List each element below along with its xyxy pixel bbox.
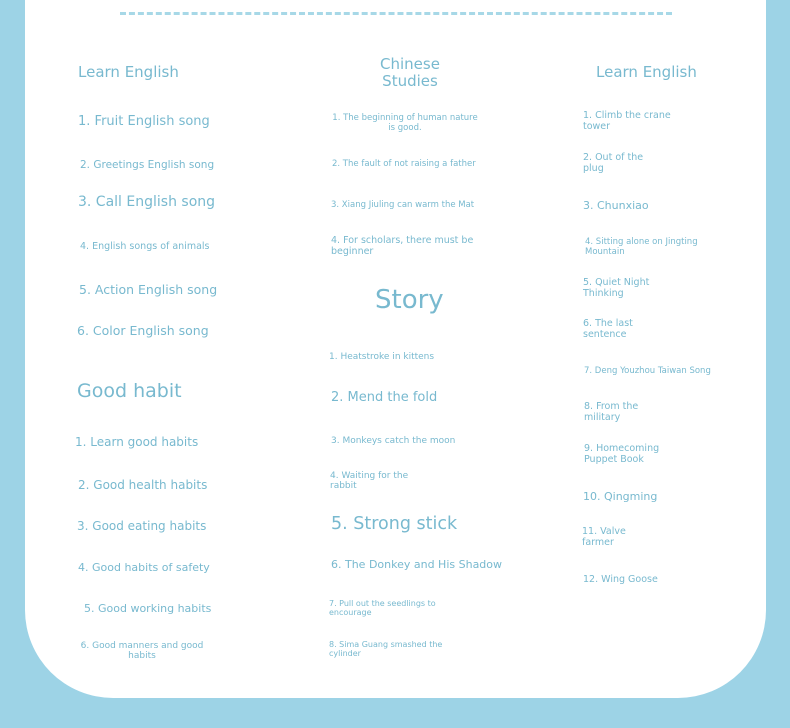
list-item[interactable]: 11. Valve farmer — [582, 526, 626, 548]
list-item[interactable]: 9. Homecoming Puppet Book — [584, 443, 660, 465]
list-item[interactable]: 3. Call English song — [78, 194, 216, 210]
col1-title: Learn English — [78, 63, 179, 81]
list-item[interactable]: 12. Wing Goose — [583, 574, 658, 585]
list-item[interactable]: 4. Waiting for the rabbit — [330, 471, 409, 492]
list-item[interactable]: 3. Xiang Jiuling can warm the Mat — [331, 200, 475, 210]
list-item[interactable]: 6. The Donkey and His Shadow — [331, 558, 503, 571]
list-item[interactable]: 4. Sitting alone on Jingting Mountain — [585, 237, 698, 257]
list-item[interactable]: 2. Mend the fold — [331, 390, 438, 405]
list-item[interactable]: 4. Good habits of safety — [78, 561, 210, 574]
list-item[interactable]: 3. Monkeys catch the moon — [331, 436, 456, 446]
list-item[interactable]: 3. Chunxiao — [583, 199, 649, 212]
list-item[interactable]: 2. The fault of not raising a father — [332, 159, 476, 169]
list-item[interactable]: 4. English songs of animals — [80, 241, 210, 252]
list-item[interactable]: 4. For scholars, there must be beginner — [331, 235, 474, 257]
list-item[interactable]: 7. Deng Youzhou Taiwan Song — [584, 366, 711, 376]
list-item[interactable]: 6. Color English song — [77, 323, 209, 338]
list-item[interactable]: 5. Good working habits — [84, 602, 212, 615]
col3-title: Learn English — [596, 63, 697, 81]
list-item[interactable]: 2. Out of the plug — [583, 152, 644, 174]
list-item[interactable]: 10. Qingming — [583, 490, 658, 503]
list-item[interactable]: 5. Action English song — [79, 282, 218, 297]
list-item[interactable]: 8. Sima Guang smashed the cylinder — [329, 640, 443, 659]
habit-title: Good habit — [77, 380, 182, 402]
list-item[interactable]: 2. Good health habits — [78, 478, 208, 492]
story-title: Story — [375, 285, 444, 315]
col2-title: Chinese Studies — [380, 55, 440, 91]
list-item[interactable]: 2. Greetings English song — [80, 159, 215, 171]
list-item[interactable]: 3. Good eating habits — [77, 519, 207, 533]
list-item[interactable]: 8. From the military — [584, 401, 639, 423]
dashed-divider — [120, 12, 672, 15]
list-item[interactable]: 5. Strong stick — [331, 514, 458, 534]
list-item[interactable]: 1. Fruit English song — [78, 114, 210, 129]
list-item[interactable]: 1. Learn good habits — [75, 435, 199, 449]
list-item[interactable]: 6. The last sentence — [583, 318, 633, 340]
list-item[interactable]: 5. Quiet Night Thinking — [583, 277, 650, 299]
list-item[interactable]: 1. Climb the crane tower — [583, 110, 671, 132]
list-item[interactable]: 6. Good manners and good habits — [80, 641, 204, 662]
list-item[interactable]: 1. The beginning of human nature is good. — [332, 113, 478, 133]
list-item[interactable]: 7. Pull out the seedlings to encourage — [329, 599, 436, 618]
list-item[interactable]: 1. Heatstroke in kittens — [329, 352, 435, 362]
